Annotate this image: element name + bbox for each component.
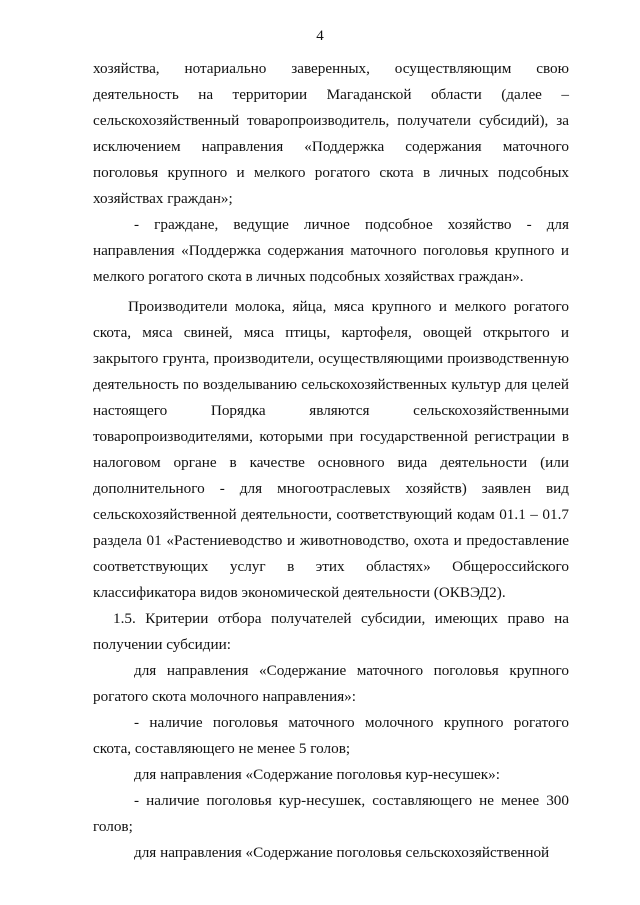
paragraph-producers: Производители молока, яйца, мяса крупного и мелкого рогатого скота, мяса свиней, мяса птицы, картофеля, овощей открытого и закрытого грунта, производители, осуществляющими производственную деятельность по возделыванию сельскохозяйственных культур для целей настоящего Порядка являются сельскохозяйственными товаропроизводителями, которыми при государственной регистрации в налоговом органе в качестве основного вида деятельности (или дополнительного - для многоотраслевых хозяйств) заявлен вид сельскохозяйственной деятельности, соответствующий кодам 01.1 – 01.7 раздела 01 «Растениеводство и животноводство, охота и предоставление соответствующих услуг в этих областях» Общероссийского классификатора видов экономической деятельности (ОКВЭД2). xyxy=(93,298,569,601)
paragraph-hens-requirement: - наличие поголовья кур-несушек, составляющего не менее 300 голов; xyxy=(93,792,569,835)
paragraph-criteria-heading: 1.5. Критерии отбора получателей субсидии, имеющих право на получении субсидии: xyxy=(93,610,569,653)
paragraph-citizens: - граждане, ведущие личное подсобное хозяйство - для направления «Поддержка содержания маточного поголовья крупного и мелкого рогатого скота в личных подсобных хозяйствах граждан». xyxy=(93,216,569,285)
paragraph-applicants-continuation: хозяйства, нотариально заверенных, осуществляющим свою деятельность на территории Магаданской области (далее – сельскохозяйственный товаропроизводитель, получатели субсидий), за исключением направления «Поддержка содержания маточного поголовья крупного и мелкого рогатого скота в личных подсобных хозяйствах граждан»; xyxy=(93,60,569,207)
document-body xyxy=(93,56,569,866)
paragraph-dairy-requirement: - наличие поголовья маточного молочного крупного рогатого скота, составляющего не менее 5 голов; xyxy=(93,714,569,757)
paragraph-livestock-direction: для направления «Содержание поголовья сельскохозяйственной xyxy=(134,844,550,861)
page-number: 4 xyxy=(316,28,324,44)
paragraph-dairy-direction: для направления «Содержание маточного поголовья крупного рогатого скота молочного направления»: xyxy=(93,662,569,705)
paragraph-hens-direction: для направления «Содержание поголовья кур-несушек»: xyxy=(134,766,500,783)
